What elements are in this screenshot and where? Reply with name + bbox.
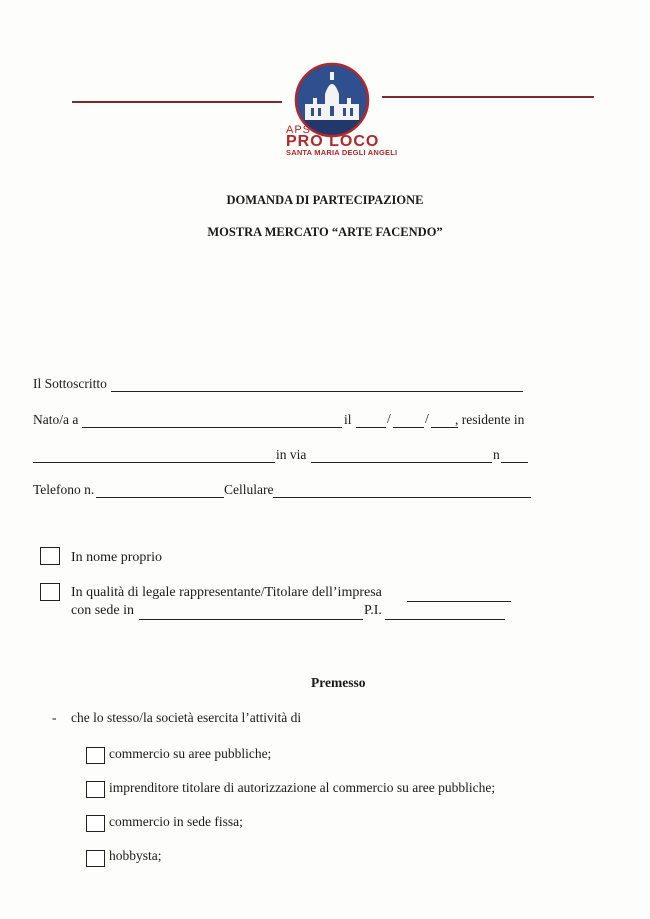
telefono-field[interactable]	[96, 497, 224, 498]
legale-rappresentante-label: In qualità di legale rappresentante/Titolare dell’impresa	[71, 585, 382, 600]
il-label: il	[344, 412, 352, 427]
residente-label: , residente in	[455, 412, 525, 427]
in-via-label: in via	[276, 447, 307, 462]
nome-proprio-checkbox[interactable]	[40, 547, 60, 565]
header-rule-right	[382, 96, 594, 98]
partita-iva-field[interactable]	[385, 619, 505, 620]
premesso-dash: -	[52, 710, 57, 725]
hobbysta-label: hobbysta;	[109, 848, 162, 863]
telefono-label: Telefono n.	[33, 482, 95, 497]
imprenditore-titolare-checkbox[interactable]	[86, 781, 105, 798]
logo-place: SANTA MARIA DEGLI ANGELI	[286, 148, 398, 157]
residenza-field[interactable]	[33, 462, 275, 463]
partita-iva-label: P.I.	[364, 603, 382, 618]
nome-proprio-label: In nome proprio	[71, 550, 162, 565]
commercio-sede-fissa-label: commercio in sede fissa;	[109, 814, 243, 829]
document-subtitle: MOSTRA MERCATO “ARTE FACENDO”	[207, 225, 443, 239]
anno-nascita-field[interactable]	[431, 427, 458, 428]
imprenditore-titolare-label: imprenditore titolare di autorizzazione al commercio su aree pubbliche;	[109, 780, 496, 795]
logo-aps: APS	[286, 124, 312, 136]
legale-rappresentante-checkbox[interactable]	[40, 583, 60, 601]
mese-nascita-field[interactable]	[393, 427, 424, 428]
sottoscritto-field[interactable]	[111, 391, 523, 392]
numero-civico-field[interactable]	[501, 462, 528, 463]
premesso-intro: che lo stesso/la società esercita l’attività di	[71, 710, 302, 725]
sede-field[interactable]	[139, 619, 363, 620]
commercio-aree-pubbliche-checkbox[interactable]	[86, 747, 105, 764]
logo-name: PRO LOCO	[286, 133, 380, 150]
header-rule-left	[72, 101, 282, 103]
document-title: DOMANDA DI PARTECIPAZIONE	[226, 193, 424, 207]
hobbysta-checkbox[interactable]	[86, 850, 105, 867]
nato-label: Nato/a a	[33, 412, 79, 427]
date-slash-1: /	[387, 411, 391, 426]
date-slash-2: /	[425, 411, 429, 426]
premesso-heading: Premesso	[311, 675, 366, 690]
luogo-nascita-field[interactable]	[82, 427, 342, 428]
cellulare-field[interactable]	[273, 497, 531, 498]
commercio-sede-fissa-checkbox[interactable]	[86, 815, 105, 832]
commercio-aree-pubbliche-label: commercio su aree pubbliche;	[109, 746, 272, 761]
con-sede-label: con sede in	[71, 603, 134, 618]
sottoscritto-label: Il Sottoscritto	[33, 376, 107, 391]
numero-civico-label: n	[493, 447, 500, 462]
via-field[interactable]	[311, 462, 492, 463]
cellulare-label: Cellulare	[224, 482, 274, 497]
impresa-field[interactable]	[407, 601, 511, 602]
giorno-nascita-field[interactable]	[356, 427, 386, 428]
